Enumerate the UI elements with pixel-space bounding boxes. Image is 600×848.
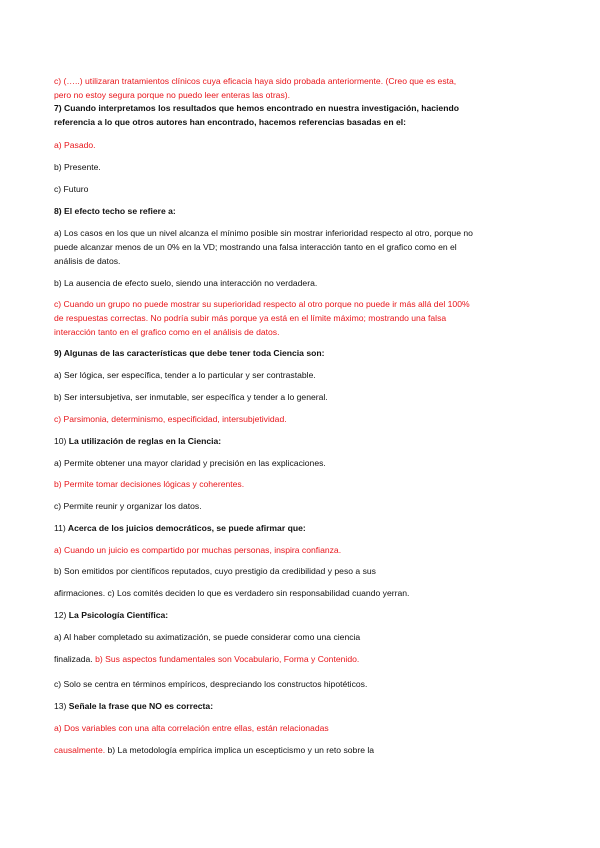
q13-option-a-line2-and-b — [54, 745, 374, 756]
q13-text: Señale la frase que NO es correcta: — [66, 701, 214, 711]
q8-option-b: b) La ausencia de efecto suelo, siendo una interacción no verdadera. — [54, 278, 318, 288]
q11-number: 11) — [54, 523, 66, 533]
q8-option-c-line3: interacción tanto en el grafico como en el análisis de datos. — [54, 327, 280, 337]
q13-option-a-line2: causalmente. — [54, 745, 106, 755]
q10-option-c: c) Permite reunir y organizar los datos. — [54, 501, 202, 511]
q8-option-a-line1: a) Los casos en los que un nivel alcanza el mínimo posible sin mostrar inferioridad respecto al otro, porque no — [54, 228, 473, 238]
q12-option-a-line2-and-b — [54, 654, 359, 665]
q12-text: La Psicología Científica: — [66, 610, 169, 620]
q11-text: Acerca de los juicios democráticos, se puede afirmar que: — [65, 523, 306, 533]
q7-option-a: a) Pasado. — [54, 140, 96, 150]
q10-number: 10) — [54, 436, 67, 446]
q9-option-a: a) Ser lógica, ser específica, tender a lo particular y ser contrastable. — [54, 370, 316, 380]
q13-question — [54, 701, 213, 712]
q8-option-c-line2: de respuestas correctas. No podría subir más porque ya está en el límite máximo; mostrando una falsa — [54, 313, 447, 323]
q11-question — [54, 523, 306, 534]
q9-question: 9) Algunas de las características que debe tener toda Ciencia son: — [54, 348, 325, 358]
q13-option-a-line1: a) Dos variables con una alta correlación entre ellas, están relacionadas — [54, 723, 329, 733]
q12-number: 12) — [54, 610, 67, 620]
q13-number: 13) — [54, 701, 67, 711]
q8-option-a-line2: puede alcanzar menos de un 0% en la VD; mostrando una falsa interacción tanto en el grafico como en el — [54, 242, 457, 252]
q6-option-c-line2: pero no estoy segura porque no puedo leer enteras las otras). — [54, 90, 291, 100]
q7-question-line1: 7) Cuando interpretamos los resultados que hemos encontrado en nuestra investigación, haciendo — [54, 103, 459, 113]
q12-option-a-line1: a) Al haber completado su aximatización, se puede considerar como una ciencia — [54, 632, 361, 642]
q11-option-a: a) Cuando un juicio es compartido por muchas personas, inspira confianza. — [54, 545, 342, 555]
q12-question — [54, 610, 168, 621]
q8-option-c-line1: c) Cuando un grupo no puede mostrar su superioridad respecto al otro porque no puede ir más allá del 100% — [54, 299, 470, 309]
q11-option-b-line1: b) Son emitidos por científicos reputados, cuyo prestigio da credibilidad y peso a sus — [54, 566, 376, 576]
q7-question-line2: referencia a lo que otros autores han encontrado, hacemos referencias basadas en el: — [54, 117, 406, 127]
q12-option-a-line2: finalizada. — [54, 654, 93, 664]
q10-option-b: b) Permite tomar decisiones lógicas y coherentes. — [54, 479, 245, 489]
q12-option-c: c) Solo se centra en términos empíricos, despreciando los constructos hipotéticos. — [54, 679, 368, 689]
q9-option-b: b) Ser intersubjetiva, ser inmutable, ser específica y tender a lo general. — [54, 392, 328, 402]
q10-option-a: a) Permite obtener una mayor claridad y precisión en las explicaciones. — [54, 458, 326, 468]
q7-option-b: b) Presente. — [54, 162, 101, 172]
q8-question: 8) El efecto techo se refiere a: — [54, 206, 176, 216]
q7-option-c: c) Futuro — [54, 184, 89, 194]
q10-text: La utilización de reglas en la Ciencia: — [66, 436, 222, 446]
q9-option-c: c) Parsimonia, determinismo, especificidad, intersubjetividad. — [54, 414, 287, 424]
q12-option-b: b) Sus aspectos fundamentales son Vocabulario, Forma y Contenido. — [92, 654, 360, 664]
q6-option-c-line1: c) (…..) utilizaran tratamientos clínicos cuya eficacia haya sido probada anteriormente. (Creo que es esta, — [54, 76, 457, 86]
q11-option-b-line2: afirmaciones. c) Los comités deciden lo que es verdadero sin responsabilidad cuando yerran. — [54, 588, 410, 598]
q13-option-b: b) La metodología empírica implica un escepticismo y un reto sobre la — [105, 745, 375, 755]
q8-option-a-line3: análisis de datos. — [54, 256, 121, 266]
q10-question — [54, 436, 221, 447]
